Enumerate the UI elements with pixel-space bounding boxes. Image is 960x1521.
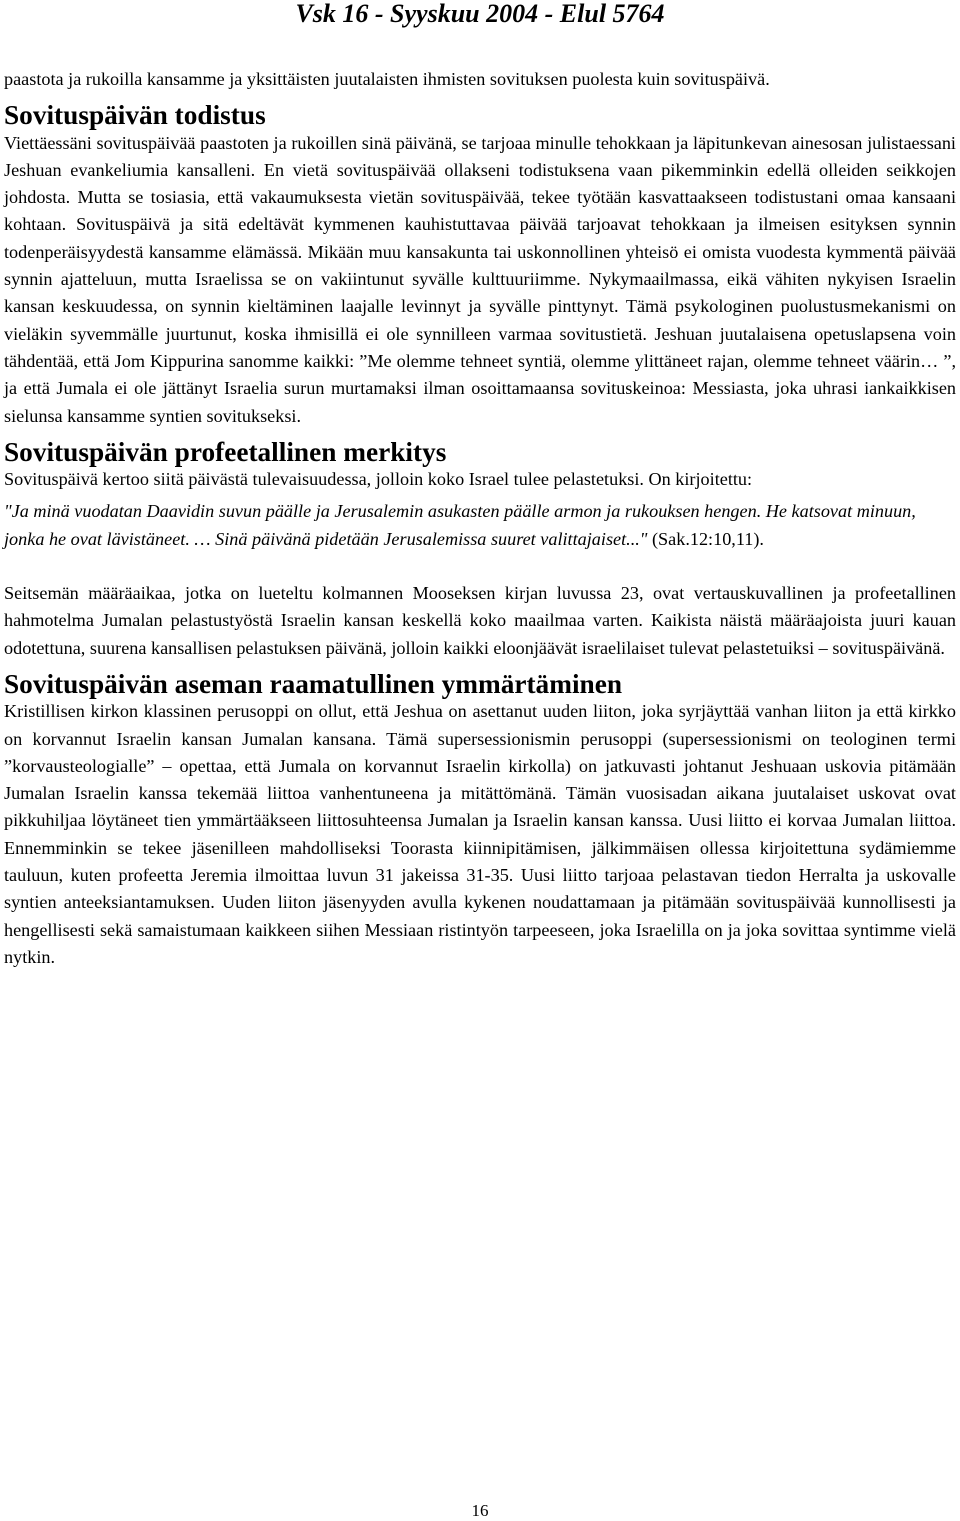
scripture-quote-text: "Ja minä vuodatan Daavidin suvun päälle ja Jerusalemin asukasten päälle armon ja rukouksen hengen. He katsovat minuun, jonka he ovat lävistäneet. … Sinä päivänä pidetään Jerusalemissa suuret valittajaiset..." [4, 501, 916, 549]
scripture-reference: (Sak.12:10,11). [651, 528, 764, 549]
section-heading-todistus: Sovituspäivän todistus [4, 100, 266, 131]
continuation-paragraph: paastota ja rukoilla kansamme ja yksittäisten juutalaisten ihmisten sovituksen puolesta kuin sovituspäivä. [4, 69, 770, 89]
section-heading-profeetallinen: Sovituspäivän profeetallinen merkitys [4, 436, 447, 467]
page-number: 16 [471, 1501, 489, 1520]
section-heading-raamatullinen: Sovituspäivän aseman raamatullinen ymmärtäminen [4, 668, 623, 699]
paragraph-profeetallinen: Sovituspäivä kertoo siitä päivästä tulevaisuudessa, jolloin koko Israel tulee pelastetuksi. On kirjoitettu: [4, 469, 753, 490]
scripture-quote [4, 498, 956, 553]
page-content [4, 66, 956, 971]
paragraph-todistus: Viettäessäni sovituspäivää paastoten ja rukoillen sinä päivänä, se tarjoaa minulle tehokkaan ja läpitunkevan ainesosan julistaessani Jeshuan evankeliumia kansalleni. En vietä sovituspäivää ollakseni todistuksena vaan pikemminkin edellä olleiden seikkojen johdosta. Mutta se tosiasia, että vakaumuksesta vietän sovituspäivää, tekee työtään kasvattaakseen todistustani omaa kansaani kohtaan. Sovituspäivä ja sitä edeltävät kymmenen kauhistuttavaa päivää tarjoavat tehokkaan ja ilmeisen esityksen synnin todenperäisyydestä kansamme elämässä. Mikään muu kansakunta tai uskonnollinen yhteisö ei omista vuodesta kymmentä päivää synnin ajatteluun, mutta Israelissa se on vakiintunut syvälle kulttuuriimme. Nykymaailmassa, eikä vähiten nykyisen Israelin kansan keskuudessa, on synnin kieltäminen laajalle levinnyt ja syvälle pinttynyt. Tämä psykologinen puolustusmekanismi on vieläkin syvemmälle juurtunut, koska ihmisillä ei ole synnilleen varmaa sovitustietä. Jeshuan juutalaisena opetuslapsena voin tähdentää, että Jom Kippurina sanomme kaikki: ”Me olemme tehneet syntiä, olemme ylittäneet rajan, olemme tehneet väärin… ”, ja että Jumala ei ole jättänyt Israelia surun murtamaksi ilman osoittamaansa sovituskeinoa: Messiasta, joka uhrasi iankaikkisen sielunsa kansamme syntien sovitukseksi. [4, 132, 956, 426]
paragraph-maaraajat: Seitsemän määräaikaa, jotka on lueteltu kolmannen Mooseksen kirjan luvussa 23, ovat vertauskuvallinen ja profeetallinen hahmotelma Jumalan pelastustyöstä Israelin kansan keskellä koko maailmaa varten. Kaikista näistä määräajoista juuri kauan odotettuna, suurena kansallisen pelastuksen päivänä, jolloin kaikki eloonjäävät israelilaiset tulevat pelastetuiksi – sovituspäivänä. [4, 583, 956, 658]
running-header: Vsk 16 - Syyskuu 2004 - Elul 5764 [295, 0, 665, 28]
paragraph-raamatullinen: Kristillisen kirkon klassinen perusoppi on ollut, että Jeshua on asettanut uuden liiton, joka syrjäyttää vanhan liiton ja että kirkko on korvannut Israelin kansan Jumalan kansana. Tämä supersessionismin perusoppi (supersessionismi on teologinen termi ”korvausteologialle” – opettaa, että Jumala on korvannut Israelin kirkolla) on jatkuvasti johtanut Jeshuaan uskovia pitämään Jumalan Israelin kanssa tekemää liittoa vanhentuneena ja mitättömänä. Tämän vuosisadan aikana juutalaiset uskovat ovat pikkuhiljaa löytäneet tien ymmärtääkseen liittosuhteensa Jumalan ja Israelin kansan kanssa. Uusi liitto ei korvaa Jumalan liittoa. Ennemminkin se tekee jäsenilleen mahdolliseksi Toorasta kiinnipitämisen, jälkimmäisen ollessa kirjoitettuna sydämiemme tauluun, kuten profeetta Jeremia ilmoittaa luvun 31 jakeissa 31-35. Uusi liitto tarjoaa pelastavan tiedon Herralta ja uskovalle syntien anteeksiantamuksen. Uuden liiton jäsenyyden avulla kykenen noudattamaan ja pitämään sovituspäivää kunnollisesti ja hengellisesti sekä samaistumaan kaikkeen siihen Messiaan ristintyön tarpeeseen, joka Israelilla on ja joka sovittaa syntimme vielä nytkin. [4, 701, 956, 967]
